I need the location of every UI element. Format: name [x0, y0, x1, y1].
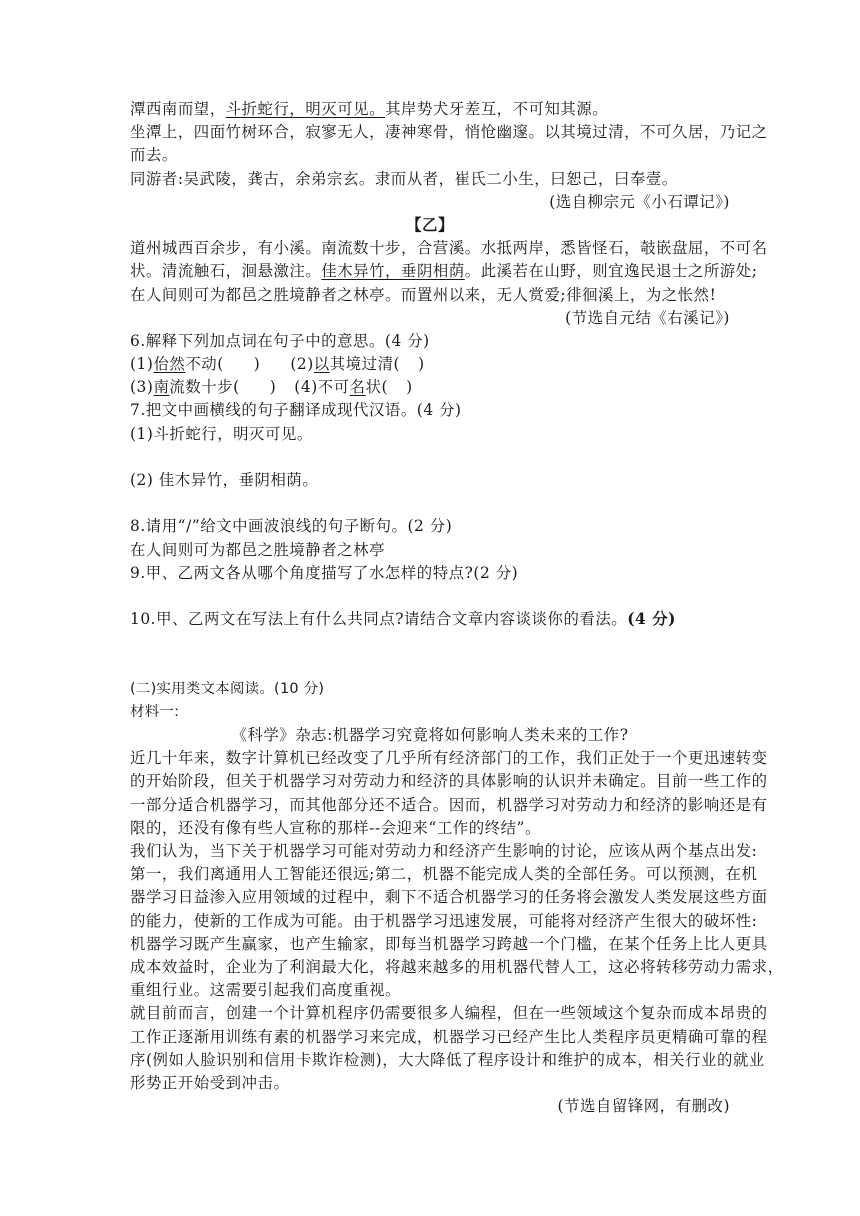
answer-space[interactable] [130, 631, 730, 677]
material-label: 材料一: [130, 703, 180, 720]
article-title: 《科学》杂志:机器学习究竟将如何影响人类未来的工作? [231, 726, 629, 745]
yi-source: (节选自元结《右溪记》) [565, 308, 730, 327]
paragraph-2: 我们认为，当下关于机器学习可能对劳动力和经济产生影响的讨论，应该从两个基点出发: 第一，我们离通用人工智能还很远;第二，机器不能完成人类的全部任务。可以预测，在机 器学习日益渗入应用领域的过程中，剩下不适合机器学习的任务将会激发人类发展这些方面 的能力，使新的工作成为可能。由于机器学习迅速发展，可能将对经济产生很大的破坏性: 机器学习既产生赢家，也产生输家，即每当机器学习跨越一个门槛，在某个任务上比人更具 成本效益时，企业为了利润最大化，将越来越多的用机器代替人工，这必将转移劳动力需求， 重组行业。这需要引起我们高度重视。 [130, 842, 784, 1000]
jia-line-1: 潭西南而望，斗折蛇行，明灭可见。其岸势犬牙差互，不可知其源。 [130, 100, 609, 118]
jia-line-4: 同游者:吴武陵，龚古，余弟宗玄。隶而从者，崔氏二小生，曰恕己，曰奉壹。 [130, 169, 678, 188]
jia-source: (选自柳宗元《小石谭记》) [549, 192, 730, 211]
question-9-title: 9.甲、乙两文各从哪个角度描写了水怎样的特点?(2 分) [130, 563, 519, 582]
yi-line-1: 道州城西百余步，有小溪。南流数十步，合营溪。水抵两岸，悉皆怪石，攲嵌盘屈，不可名 [130, 239, 768, 258]
question-7-sentence-1: (1)斗折蛇行，明灭可见。 [130, 424, 313, 443]
article-source: (节选自留锋网，有删改) [557, 1097, 730, 1116]
question-7-title: 7.把文中画横线的句子翻译成现代汉语。(4 分) [130, 401, 462, 420]
underlined-sentence-1: 斗折蛇行，明灭可见。 [225, 100, 386, 118]
question-6-row-2: (3)南流数十步( ) (4)不可名状( ) [130, 378, 413, 397]
answer-space[interactable] [130, 585, 730, 608]
underlined-sentence-2: 佳木异竹，垂阴相荫 [321, 262, 465, 281]
question-6-title: 6.解释下列加点词在句子中的意思。(4 分) [130, 331, 430, 350]
answer-space[interactable] [130, 446, 730, 469]
yi-line-3: 在人间则可为都邑之胜境静者之林亭。而置州以来，无人赏爱;徘徊溪上，为之怅然! [130, 285, 717, 304]
jia-line-3: 而去。 [130, 146, 178, 165]
question-8-title: 8.请用“/”给文中画波浪线的句子断句。(2 分) [130, 517, 453, 536]
document-page [130, 98, 784, 1118]
paragraph-1: 近几十年来，数字计算机已经改变了几乎所有经济部门的工作，我们正处于一个更迅速转变 的开始阶段，但关于机器学习对劳动力和经济的具体影响的认识并未确定。目前一些工作的 一部分适合机器学习，而其他部分还不适合。因而，机器学习对劳动力和经济的影响还是有 限的，还没有像有些人宣称的那样--会迎来“工作的终结”。 [130, 749, 768, 837]
question-8-sentence: 在人间则可为都邑之胜境静者之林亭 [130, 540, 386, 559]
section-2-heading: (二)实用类文本阅读。(10 分) [130, 680, 325, 697]
question-7-sentence-2: (2) 佳木异竹，垂阴相荫。 [130, 471, 319, 489]
yi-line-2: 状。清流触石，洄悬激注。佳木异竹，垂阴相荫。此溪若在山野，则宜逸民退士之所游处; [130, 262, 758, 281]
jia-line-2: 坐潭上，四面竹树环合，寂寥无人，凄神寒骨，悄怆幽邃。以其境过清，不可久居，乃记之 [130, 123, 768, 142]
yi-title: 【乙】 [406, 215, 454, 234]
answer-space[interactable] [130, 492, 730, 515]
paragraph-3: 就目前而言，创建一个计算机程序仍需要很多人编程，但在一些领域这个复杂而成本昂贵的 工作正逐渐用训练有素的机器学习来完成，机器学习已经产生比人类程序员更精确可靠的程 序(例如人脸识别和信用卡欺诈检测)，大大降低了程序设计和维护的成本，相关行业的就业 形势正开始受到冲击。 [130, 1004, 768, 1092]
question-10-title: 10.甲、乙两文在写法上有什么共同点?请结合文章内容谈谈你的看法。(4 分) [130, 610, 676, 629]
question-6-row-1: (1)佁然不动( ) (2)以其境过清( ) [130, 355, 425, 374]
